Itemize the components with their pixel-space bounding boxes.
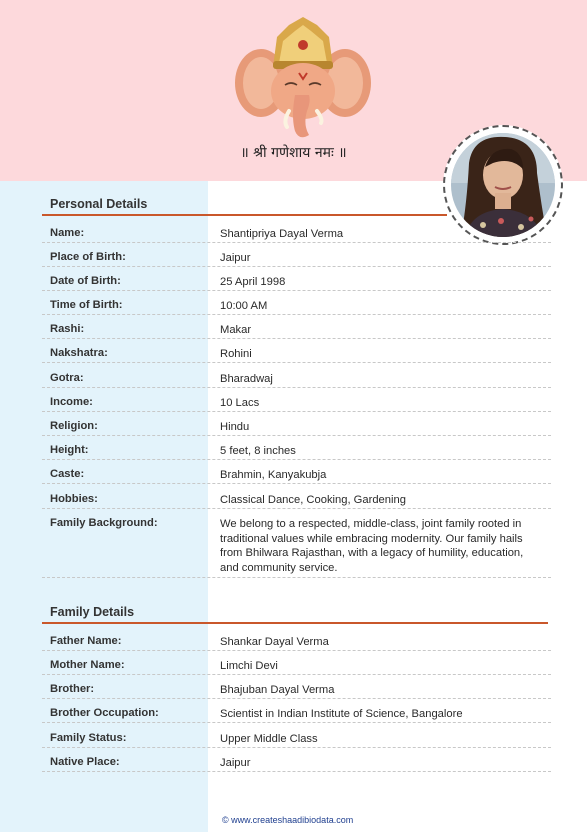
row-value: Bhajuban Dayal Verma xyxy=(220,684,335,696)
family-details-title: Family Details xyxy=(50,605,135,619)
row-value: Bharadwaj xyxy=(220,373,273,385)
row-value: Shantipriya Dayal Verma xyxy=(220,228,344,240)
detail-row-date-of-birth xyxy=(42,275,551,291)
row-label: Native Place: xyxy=(50,756,120,768)
row-label: Mother Name: xyxy=(50,659,125,671)
detail-row-place-of-birth xyxy=(42,251,551,267)
row-value: Makar xyxy=(220,324,252,336)
row-value: Jaipur xyxy=(220,252,251,264)
row-value: 5 feet, 8 inches xyxy=(220,445,296,457)
personal-details-title: Personal Details xyxy=(50,197,148,211)
detail-row-hobbies xyxy=(42,493,551,509)
row-value: Shankar Dayal Verma xyxy=(220,636,329,648)
personal-details-divider xyxy=(42,214,447,216)
row-label: Height: xyxy=(50,444,89,456)
row-label: Brother: xyxy=(50,683,95,695)
detail-row-brother-occupation xyxy=(42,707,551,723)
footer-website-link[interactable]: © www.createshaadibiodata.com xyxy=(222,815,354,825)
row-value: Limchi Devi xyxy=(220,660,278,672)
row-label: Place of Birth: xyxy=(50,251,126,263)
row-label: Religion: xyxy=(50,420,98,432)
row-value: Scientist in Indian Institute of Science, Bangalore xyxy=(220,708,463,720)
row-value: Classical Dance, Cooking, Gardening xyxy=(220,494,406,506)
row-value: 10 Lacs xyxy=(220,397,260,409)
detail-row-income xyxy=(42,396,551,412)
row-label: Name: xyxy=(50,227,85,239)
row-value: Hindu xyxy=(220,421,250,433)
family-details-divider xyxy=(42,622,548,624)
row-value: Jaipur xyxy=(220,757,251,769)
detail-row-family-status xyxy=(42,732,551,748)
row-label: Date of Birth: xyxy=(50,275,121,287)
detail-row-religion xyxy=(42,420,551,436)
row-label: Caste: xyxy=(50,468,85,480)
row-label: Nakshatra: xyxy=(50,347,108,359)
row-value: We belong to a respected, middle-class, joint family rooted in traditional values while embracing modernity. Our family hails from Bhilwara Rajasthan, with a legacy of humility, education, and community service. xyxy=(220,518,524,574)
detail-row-native-place xyxy=(42,756,551,772)
row-value: Upper Middle Class xyxy=(220,733,318,745)
detail-row-nakshatra xyxy=(42,347,551,363)
row-label: Hobbies: xyxy=(50,493,98,505)
detail-row-mother-name xyxy=(42,659,551,675)
row-label: Gotra: xyxy=(50,372,84,384)
row-label: Income: xyxy=(50,396,93,408)
detail-row-family-background xyxy=(42,517,551,578)
detail-row-time-of-birth xyxy=(42,299,551,315)
row-value: 10:00 AM xyxy=(220,300,268,312)
row-label: Time of Birth: xyxy=(50,299,123,311)
detail-row-name xyxy=(42,227,551,243)
detail-row-brother xyxy=(42,683,551,699)
mantra-text: ॥ श्री गणेशाय नमः ॥ xyxy=(240,145,347,161)
row-value: Rohini xyxy=(220,348,252,360)
detail-row-gotra xyxy=(42,372,551,388)
row-label: Family Background: xyxy=(50,517,158,529)
profile-photo xyxy=(451,133,555,237)
row-label: Family Status: xyxy=(50,732,127,744)
row-label: Rashi: xyxy=(50,323,85,335)
detail-row-height xyxy=(42,444,551,460)
detail-row-father-name xyxy=(42,635,551,651)
row-label: Brother Occupation: xyxy=(50,707,159,719)
detail-row-caste xyxy=(42,468,551,484)
detail-row-rashi xyxy=(42,323,551,339)
row-value: Brahmin, Kanyakubja xyxy=(220,469,327,481)
ganesha-icon xyxy=(233,15,373,143)
row-label: Father Name: xyxy=(50,635,122,647)
row-value: 25 April 1998 xyxy=(220,276,286,288)
